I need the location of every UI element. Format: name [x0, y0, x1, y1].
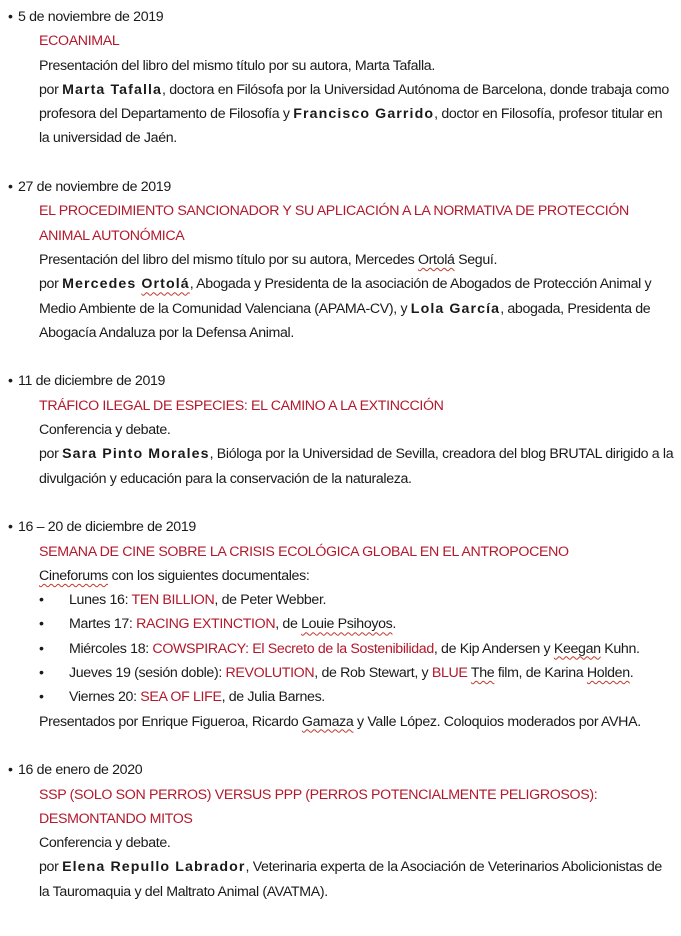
event-speakers	[39, 78, 675, 151]
bullet: •	[39, 689, 44, 706]
event-title: SSP (SOLO SON PERROS) VERSUS PPP (PERROS POTENCIALMENTE PELIGROSOS): DESMONTANDO MITOS	[39, 786, 598, 827]
film-director: , de	[275, 616, 302, 633]
film-director: film, de Karina	[494, 665, 587, 682]
por-label: por	[39, 859, 63, 876]
speaker-bio: , Abogada y Presidenta de la asociación de Abogados de Protección Animal y Medio Ambiente de la Comunidad Valenciana (APAMA-CV), y	[39, 276, 652, 317]
film-director: , de Kip Andersen y	[433, 640, 554, 657]
film-director: .	[392, 616, 396, 633]
speaker-name: Elena Repullo Labrador	[62, 859, 246, 876]
spellcheck-word: The	[470, 665, 495, 682]
film-item	[39, 637, 675, 661]
event-item	[0, 5, 681, 151]
event-date: 5 de noviembre de 2019	[18, 9, 164, 25]
bullet: •	[39, 665, 44, 682]
event-date: 27 de noviembre de 2019	[18, 179, 171, 196]
speaker-name: Francisco Garrido	[293, 106, 435, 123]
film-director: , de Julia Barnes.	[221, 689, 325, 706]
event-description	[39, 248, 675, 272]
film-day: Viernes 20:	[69, 689, 141, 706]
speaker-bio: , doctora en Filósofa por la Universidad Autónoma de Barcelona, donde trabaja como profesora del Departamento de Filosofía y	[39, 81, 669, 123]
film-day: Martes 17:	[69, 616, 137, 633]
speaker-bio: , abogada, Presidenta de Abogacía Andaluza por la Defensa Animal.	[39, 300, 651, 341]
event-body	[0, 394, 681, 491]
film-title: TEN BILLION	[131, 592, 215, 609]
event-speakers	[39, 442, 675, 491]
spellcheck-word: Cineforums	[39, 567, 109, 584]
film-title: RACING EXTINCTION	[136, 616, 276, 633]
event-description	[39, 564, 675, 588]
event-date-line	[0, 5, 681, 29]
event-date-line	[0, 515, 681, 539]
film-item	[39, 661, 675, 685]
event-body	[0, 29, 681, 150]
event-date-line	[0, 369, 681, 393]
event-title: EL PROCEDIMIENTO SANCIONADOR Y SU APLICACIÓN A LA NORMATIVA DE PROTECCIÓN ANIMAL AUTONÓMICA	[39, 203, 629, 244]
description-text: con los siguientes documentales:	[108, 567, 310, 584]
event-date: 16 de enero de 2020	[18, 762, 143, 779]
spellcheck-word: Louie Psihoyos	[301, 616, 393, 633]
speaker-bio: , doctor en Filosofía, profesor titular en la universidad de Jaén.	[39, 106, 663, 147]
event-item	[0, 369, 681, 490]
event-speakers	[39, 855, 675, 904]
film-title: BLUE	[431, 665, 468, 682]
event-item	[0, 175, 681, 345]
event-item	[0, 758, 681, 904]
film-director: , de Rob Stewart, y	[314, 665, 432, 682]
event-description: Conferencia y debate.	[39, 835, 171, 852]
bullet: •	[8, 179, 13, 196]
speaker-name: Lola García	[410, 300, 501, 317]
bullet: •	[8, 9, 13, 25]
film-list	[39, 588, 675, 709]
event-body	[0, 540, 681, 734]
speaker-name: Mercedes	[62, 276, 142, 293]
film-item	[39, 588, 675, 612]
bullet: •	[39, 592, 44, 609]
por-label: por	[39, 276, 63, 293]
event-description: Conferencia y debate.	[39, 422, 171, 439]
spellcheck-word: Ortolá	[418, 251, 455, 268]
event-date: 11 de diciembre de 2019	[18, 373, 166, 390]
event-body	[0, 199, 681, 345]
event-closing	[39, 710, 675, 734]
film-item	[39, 685, 675, 709]
bullet: •	[8, 762, 13, 779]
speaker-bio: , Veterinaria experta de la Asociación de Veterinarios Abolicionistas de la Tauromaquia y del Maltrato Animal (AVATMA).	[39, 859, 662, 900]
speaker-name: Ortolá	[141, 276, 190, 293]
film-day: Lunes 16:	[69, 592, 132, 609]
por-label: por	[39, 81, 63, 98]
event-date-line	[0, 758, 681, 782]
spellcheck-word: Keegan	[553, 640, 601, 657]
event-title: TRÁFICO ILEGAL DE ESPECIES: EL CAMINO A LA EXTINCCIÓN	[39, 397, 444, 414]
bullet: •	[39, 616, 44, 633]
film-director: Kuhn.	[600, 640, 640, 657]
event-title: SEMANA DE CINE SOBRE LA CRISIS ECOLÓGICA GLOBAL EN EL ANTROPOCENO	[39, 543, 569, 560]
speaker-name: Marta Tafalla	[62, 81, 163, 98]
description-text: Seguí.	[454, 251, 498, 268]
film-day: Jueves 19 (sesión doble):	[69, 665, 226, 682]
spellcheck-word: Holden	[586, 665, 630, 682]
description-text: Presentación del libro del mismo título por su autora, Mercedes	[39, 251, 418, 268]
event-description: Presentación del libro del mismo título por su autora, Marta Tafalla.	[39, 57, 435, 74]
film-title: REVOLUTION	[225, 665, 315, 682]
film-item	[39, 612, 675, 636]
film-title: SEA OF LIFE	[140, 689, 222, 706]
speaker-bio: , Bióloga por la Universidad de Sevilla, creadora del blog BRUTAL dirigido a la divulgación y educación para la conservación de la naturaleza.	[39, 446, 674, 487]
event-date: 16 – 20 de diciembre de 2019	[18, 519, 196, 536]
film-director: , de Peter Webber.	[214, 592, 327, 609]
film-day: Miércoles 18:	[69, 640, 153, 657]
event-date-line	[0, 175, 681, 199]
film-title: COWSPIRACY: El Secreto de la Sostenibilidad	[152, 640, 434, 657]
por-label: por	[39, 446, 63, 463]
film-director: .	[629, 665, 634, 682]
event-item	[0, 515, 681, 734]
event-body	[0, 783, 681, 904]
closing-text: Presentados por Enrique Figueroa, Ricardo	[39, 713, 302, 730]
spellcheck-word: Gamaza	[301, 713, 354, 730]
bullet: •	[39, 640, 44, 657]
speaker-name: Sara Pinto Morales	[62, 446, 210, 463]
event-speakers	[39, 272, 675, 345]
bullet: •	[8, 519, 13, 536]
bullet: •	[8, 373, 13, 390]
event-title: ECOANIMAL	[39, 33, 120, 50]
closing-text: y Valle López. Coloquios moderados por AVHA.	[353, 713, 641, 730]
